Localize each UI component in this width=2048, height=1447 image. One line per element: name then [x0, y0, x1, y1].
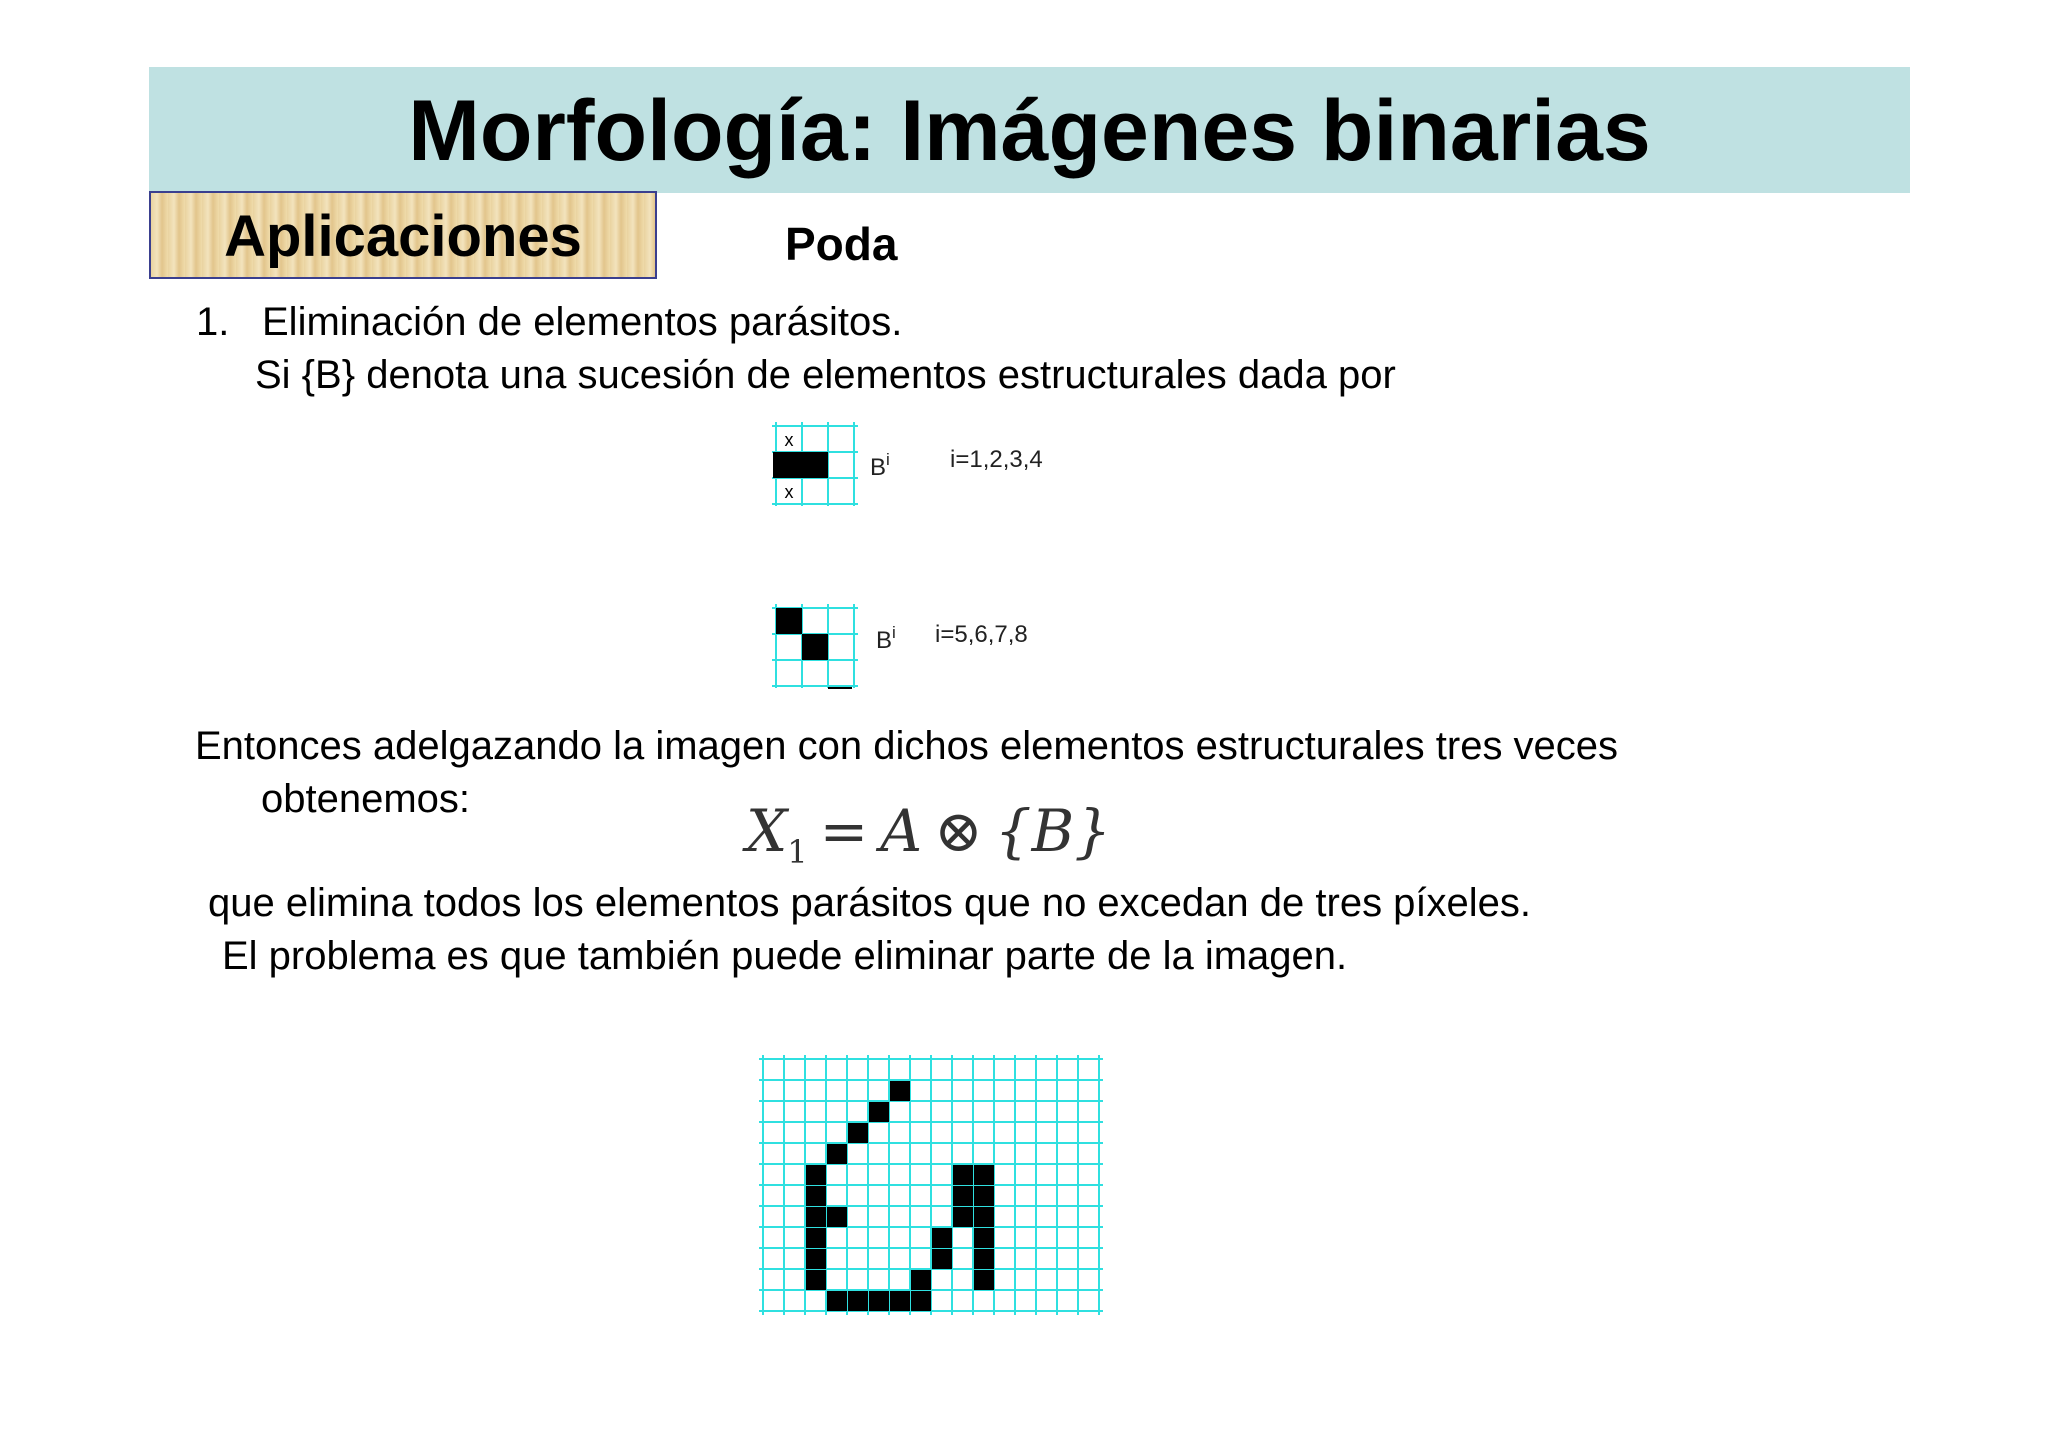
- binary-pixel: [911, 1270, 931, 1290]
- binary-pixel: [953, 1165, 973, 1185]
- element1-range: i=1,2,3,4: [950, 446, 1043, 473]
- binary-pixel: [953, 1207, 973, 1227]
- marker-x-top: x: [784, 430, 794, 450]
- binary-pixel: [806, 1249, 826, 1269]
- binary-pixel: [890, 1291, 910, 1311]
- binary-pixel: [974, 1186, 994, 1206]
- binary-pixel: [974, 1165, 994, 1185]
- binary-pixel: [848, 1123, 868, 1143]
- formula-operator: ⊗: [934, 797, 983, 865]
- binary-pixel: [869, 1291, 889, 1311]
- binary-pixel: [953, 1186, 973, 1206]
- formula-equals: =: [819, 797, 869, 865]
- binary-pixel: [827, 1144, 847, 1164]
- paragraph-line-2: obtenemos:: [261, 777, 471, 821]
- binary-pixel: [974, 1228, 994, 1248]
- formula-a: A: [880, 797, 923, 865]
- binary-pixel: [827, 1207, 847, 1227]
- binary-pixel: [911, 1291, 931, 1311]
- section-label-box: [149, 191, 657, 279]
- binary-pixel: [932, 1228, 952, 1248]
- binary-pixel: [806, 1207, 826, 1227]
- structuring-element-1: [768, 418, 868, 510]
- item-continuation: Si {B} denota una sucesión de elementos estructurales dada por: [255, 353, 1396, 397]
- binary-image-grid: [756, 1053, 1106, 1325]
- title-bar: [149, 67, 1910, 193]
- item-text: Eliminación de elementos parásitos.: [262, 300, 903, 344]
- element2-label: [876, 619, 896, 655]
- formula-lhs-subscript: 1: [787, 833, 808, 871]
- binary-pixel: [974, 1270, 994, 1290]
- slide-title: Morfología: Imágenes binarias: [408, 83, 1651, 179]
- element2-range: i=5,6,7,8: [935, 621, 1028, 648]
- element2-label-base: B: [876, 627, 893, 654]
- binary-pixel: [974, 1249, 994, 1269]
- item-number: 1.: [196, 300, 230, 344]
- binary-pixel: [827, 1291, 847, 1311]
- marker-x-bottom: x: [784, 482, 794, 502]
- section-label: Aplicaciones: [224, 204, 582, 269]
- thinning-formula: [746, 798, 1111, 885]
- element2-label-superscript: i: [892, 623, 896, 642]
- binary-pixel: [932, 1249, 952, 1269]
- binary-pixel: [974, 1207, 994, 1227]
- result-line-1: que elimina todos los elementos parásitos que no excedan de tres píxeles.: [208, 881, 1532, 925]
- structuring-element-2: [768, 600, 868, 692]
- formula-lhs: X: [746, 797, 788, 865]
- binary-pixel: [806, 1228, 826, 1248]
- binary-pixel: [806, 1270, 826, 1290]
- binary-pixel: [869, 1102, 889, 1122]
- element1-label-superscript: i: [886, 450, 890, 469]
- element1-label-base: B: [870, 454, 887, 481]
- result-line-2: El problema es que también puede eliminar parte de la imagen.: [222, 934, 1348, 978]
- binary-pixel: [848, 1291, 868, 1311]
- element1-label: [870, 446, 890, 482]
- subtitle: Poda: [785, 218, 898, 270]
- binary-pixel: [806, 1165, 826, 1185]
- binary-pixel: [806, 1186, 826, 1206]
- binary-pixel: [890, 1081, 910, 1101]
- formula-rhs: {B}: [994, 797, 1112, 865]
- paragraph-line-1: Entonces adelgazando la imagen con dichos elementos estructurales tres veces: [195, 724, 1619, 768]
